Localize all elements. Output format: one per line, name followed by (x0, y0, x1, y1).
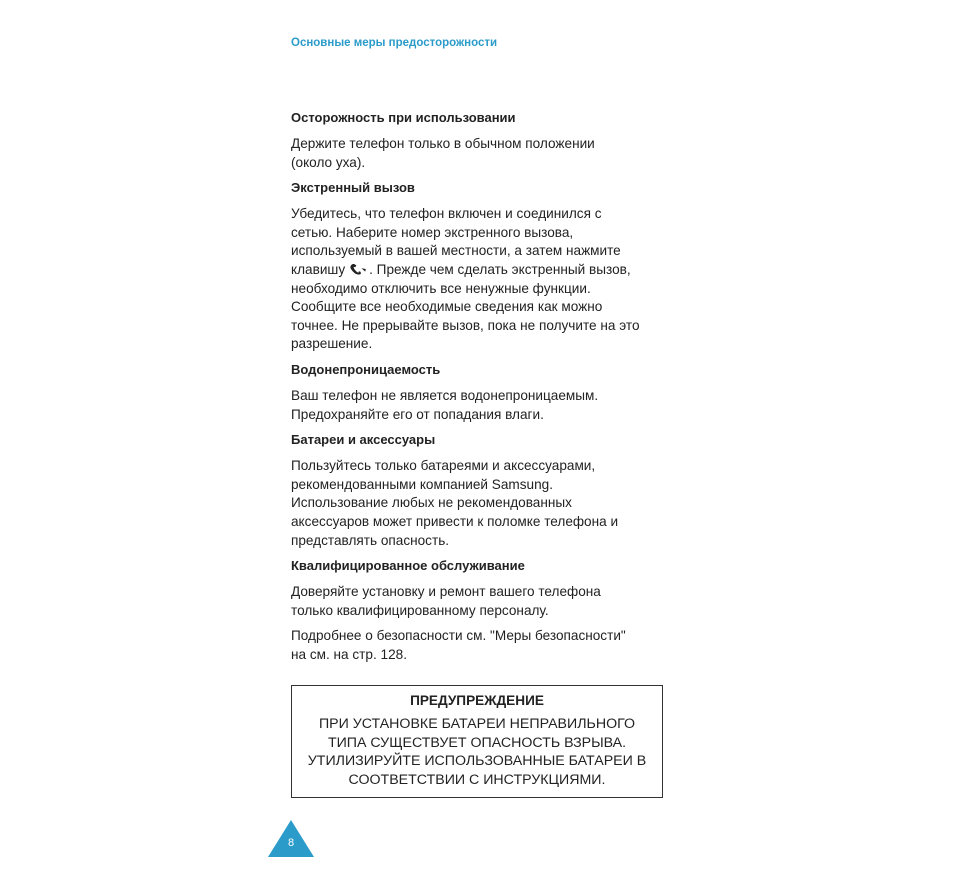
text-line: точнее. Не прерывайте вызов, пока не получите на это (291, 317, 640, 333)
text-line: Пользуйтесь только батареями и аксессуарами, (291, 458, 596, 474)
text-line: Подробнее о безопасности см. "Меры безопасности" (291, 628, 626, 644)
text-line: рекомендованными компанией Samsung. (291, 476, 553, 492)
text-line: только квалифицированному персоналу. (291, 602, 549, 618)
section-usage-caution (291, 109, 665, 172)
section-emergency-call (291, 179, 665, 354)
warning-box (291, 685, 663, 798)
warning-text (292, 715, 662, 790)
text-line: на см. на стр. 128. (291, 646, 407, 662)
section-text (291, 387, 665, 424)
section-header-title: Основные меры предосторожности (291, 37, 498, 49)
text-line: УТИЛИЗИРУЙТЕ ИСПОЛЬЗОВАННЫЕ БАТАРЕИ В (307, 753, 647, 770)
text-line: ПРИ УСТАНОВКЕ БАТАРЕИ НЕПРАВИЛЬНОГО (318, 716, 636, 732)
section-text (291, 135, 665, 172)
text-line: Предохраняйте его от попадания влаги. (291, 406, 544, 422)
text-line: СООТВЕТСТВИИ С ИНСТРУКЦИЯМИ. (348, 772, 606, 789)
text-line: используемый в вашей местности, а затем нажмите (291, 243, 621, 259)
page-number: 8 (287, 837, 295, 849)
section-heading: Квалифицированное обслуживание (291, 558, 525, 574)
text-line: Доверяйте установку и ремонт вашего телефона (291, 584, 601, 600)
section-text (291, 205, 665, 354)
text-line: сетью. Наберите номер экстренного вызова, (291, 224, 574, 240)
phone-send-icon (348, 262, 368, 276)
text-line: аксессуаров может привести к поломке телефона и (291, 513, 619, 529)
text-line: Сообщите все необходимые сведения как можно (291, 299, 603, 315)
section-text (291, 583, 665, 620)
text-line: ТИПА СУЩЕСТВУЕТ ОПАСНОСТЬ ВЗРЫВА. (327, 734, 627, 751)
footnote-reference (291, 627, 665, 664)
icon-line-suffix: . Прежде чем сделать экстренный вызов, (369, 261, 631, 277)
section-heading: Осторожность при использовании (291, 110, 516, 125)
warning-title: ПРЕДУПРЕЖДЕНИЕ (410, 693, 544, 708)
text-line: (около уха). (291, 154, 366, 170)
section-heading: Экстренный вызов (291, 180, 415, 196)
text-line: разрешение. (291, 336, 373, 352)
icon-line-prefix: клавишу (291, 261, 346, 277)
section-water-resistance (291, 361, 665, 424)
text-line: представлять опасность. (291, 532, 450, 548)
text-line: Убедитесь, что телефон включен и соединился с (291, 206, 602, 222)
text-line: Держите телефон только в обычном положении (291, 136, 595, 151)
text-line: Использование любых не рекомендованных (291, 495, 572, 511)
text-line: Ваш телефон не является водонепроницаемым. (291, 387, 599, 403)
manual-content (291, 109, 665, 671)
section-batteries-accessories (291, 431, 665, 550)
section-heading: Водонепроницаемость (291, 361, 441, 377)
section-text (291, 457, 665, 550)
section-heading: Батареи и аксессуары (291, 432, 436, 448)
text-line-with-icon (291, 261, 665, 280)
section-qualified-service (291, 557, 665, 620)
text-line: необходимо отключить все ненужные функции. (291, 280, 591, 296)
